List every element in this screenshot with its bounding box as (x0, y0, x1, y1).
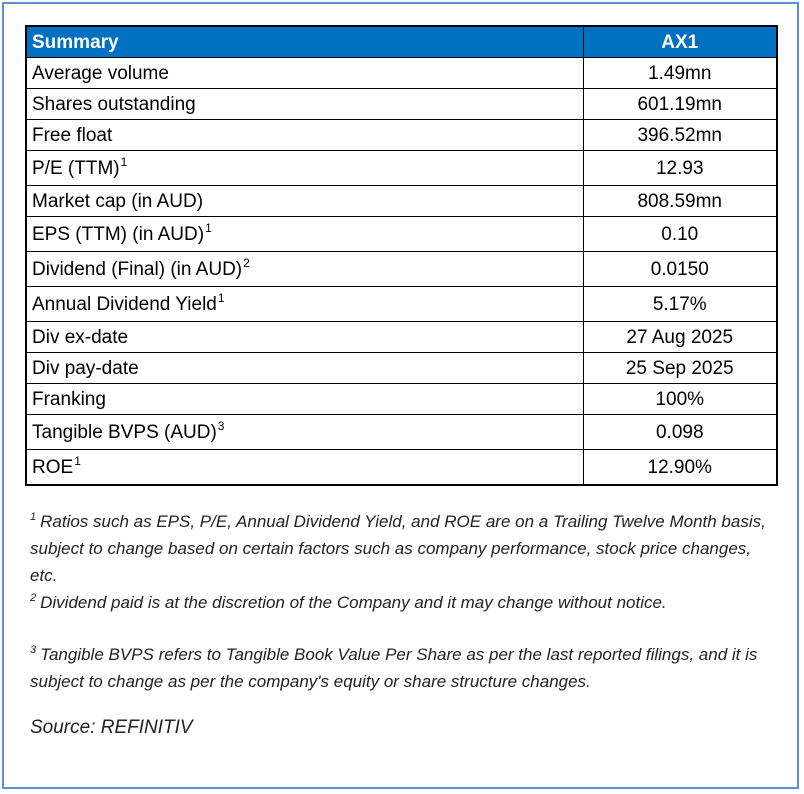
row-value: 0.10 (583, 217, 777, 252)
footnote-marker: 1 (217, 290, 225, 305)
header-ticker: AX1 (583, 26, 777, 58)
table-header-row (26, 26, 777, 58)
row-value: 27 Aug 2025 (583, 322, 777, 353)
row-label: Dividend (Final) (in AUD)$^2$ (26, 252, 583, 287)
footnotes (30, 508, 770, 741)
row-value: 12.90% (583, 450, 777, 486)
footnote-number: 3 (30, 644, 37, 656)
footnote-marker: 1 (74, 453, 81, 468)
row-label: ROE$^1$ (26, 450, 583, 486)
row-label: Free float (26, 120, 583, 151)
row-label: EPS (TTM) (in AUD)$^1$ (26, 217, 583, 252)
row-label: Shares outstanding (26, 89, 583, 120)
table-row (26, 58, 777, 89)
table-row (26, 252, 777, 287)
row-value: 601.19mn (583, 89, 777, 120)
table-row (26, 353, 777, 384)
table-row (26, 89, 777, 120)
table-row (26, 186, 777, 217)
row-label: Average volume (26, 58, 583, 89)
table-row (26, 217, 777, 252)
summary-table (25, 25, 778, 486)
footnote-marker: 1 (205, 220, 212, 235)
row-value: 808.59mn (583, 186, 777, 217)
row-value: 25 Sep 2025 (583, 353, 777, 384)
row-label: P/E (TTM)$^1$ (26, 151, 583, 186)
row-label: Annual Dividend Yield$^1$ (26, 287, 583, 322)
row-value: 0.098 (583, 415, 777, 450)
table-row (26, 151, 777, 186)
table-row (26, 322, 777, 353)
footnote-1: $^1$ Ratios such as EPS, P/E, Annual Dividend Yield, and ROE are on a Trailing Twelve Month basis, subject to change based on certain factors such as company performance, stock price changes, etc. (30, 511, 766, 585)
row-label: Div pay-date (26, 353, 583, 384)
footnote-marker: 1 (120, 154, 128, 169)
row-value: 396.52mn (583, 120, 777, 151)
row-value: 1.49mn (583, 58, 777, 89)
header-label: Summary (26, 26, 583, 58)
footnote-number: 1 (30, 511, 37, 523)
footnote-2: $^2$ Dividend paid is at the discretion of the Company and it may change without notice. (30, 592, 667, 612)
row-value: 12.93 (583, 151, 777, 186)
row-label: Tangible BVPS (AUD)$^3$ (26, 415, 583, 450)
footnote-number: 2 (30, 592, 37, 604)
footnote-marker: 2 (243, 255, 250, 270)
row-value: 0.0150 (583, 252, 777, 287)
row-value: 100% (583, 384, 777, 415)
source-line: Source: REFINITIV (30, 717, 193, 738)
table-row (26, 415, 777, 450)
table-row (26, 287, 777, 322)
row-label: Market cap (in AUD) (26, 186, 583, 217)
row-label: Franking (26, 384, 583, 415)
table-row (26, 120, 777, 151)
footnote-marker: 3 (217, 418, 225, 433)
table-row (26, 450, 777, 486)
footnote-3: $^3$ Tangible BVPS refers to Tangible Book Value Per Share as per the last reported filings, and it is subject to change as per the company's equity or share structure changes. (30, 644, 758, 691)
table-row (26, 384, 777, 415)
row-value: 5.17% (583, 287, 777, 322)
row-label: Div ex-date (26, 322, 583, 353)
